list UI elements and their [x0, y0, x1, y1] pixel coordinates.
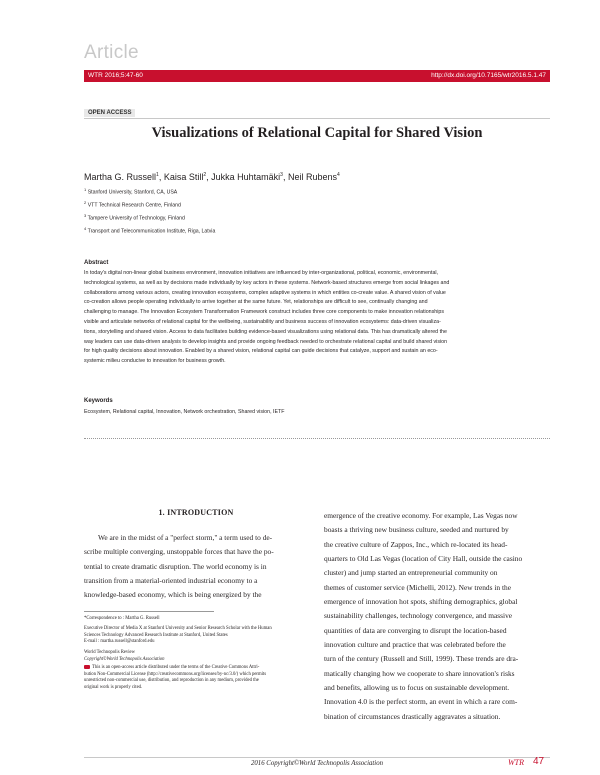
footer-rule [84, 757, 550, 758]
paper-title: Visualizations of Relational Capital for Shared Vision [151, 125, 483, 141]
affiliation: $^4$ Transport and Telecommunication Institute, Riga, Latvia [84, 225, 216, 235]
abstract-heading: Abstract [84, 260, 109, 266]
footnote-rule [84, 611, 214, 612]
body-line: Innovation 4.0 is the perfect storm, an event in which a rare com- [324, 697, 518, 707]
body-line: knowledge-based economy, which is being energized by the [84, 590, 262, 600]
abstract-line: for high quality decisions about innovation. Enabled by a shared vision, relational capital can guide decisions that catalyze, support and sustain an eco- [84, 348, 438, 355]
open-access-badge: OPEN ACCESS [84, 109, 135, 117]
affiliation: $^2$ VTT Technical Research Centre, Finland [84, 199, 181, 209]
abstract-line: In today's digital non-linear global business environment, innovation initiatives are influenced by inter-organizational, political, economic, environmental, [84, 270, 439, 276]
body-line: transition from a material-oriented industrial economy to a [84, 576, 258, 586]
body-line: tential to create dramatic disruption. The world economy is in [84, 561, 267, 571]
abstract-line: tions, storytelling and shared vision. Access to data facilitates building evidence-based visualizations using relational data. This has dramatically altered the [84, 328, 447, 335]
affiliation: $^1$ Stanford University, Stanford, CA, USA [84, 187, 178, 196]
footer-copyright: 2016 Copyright©World Technopolis Association [251, 760, 383, 767]
author-sup: 2 [203, 172, 207, 178]
body-line: the creative culture of Zappos, Inc., which re-located its head- [324, 539, 508, 549]
citation: WTR 2016;5:47-60 [88, 72, 143, 79]
body-line: matically changing how we cooperate to share innovation's risks [324, 668, 515, 678]
body-line: emergence of innovation hot spots, shifting demographics, global [324, 597, 518, 607]
page-number: 47 [533, 756, 545, 767]
intro-left-column [84, 531, 308, 603]
abstract-line: challenging to manage. The Innovation Ecosystem Transformation Framework construct includes three core components to make innovation relationships [84, 309, 444, 316]
abstract-line: systemic milieu conducive to innovation for business growth. [84, 358, 226, 365]
header-bar [84, 70, 550, 82]
journal-note: World Technopolis Review Copyright©World Technopolis Association [84, 650, 165, 662]
body-line: quantities of data are converging to disrupt the location-based [324, 625, 507, 635]
body-line: cluster) and jump started an entrepreneurial community on [324, 568, 498, 578]
creative-commons-icon [84, 665, 90, 669]
license-note: This is an open-access article distributed under the terms of the Creative Commons Attri- bution Non-Commercial License (http://creativecommons.org/licenses/by-nc/3.0/) which permits unrestricted non-commercial use, distribution, and reproduction in any medium, provided the original work is properly cited. [84, 665, 267, 690]
author-name: Kaisa Still [163, 172, 204, 182]
author-sup: 1 [156, 172, 159, 178]
affiliation: $^3$ Tampere University of Technology, Finland [84, 212, 185, 222]
intro-right-column [324, 509, 550, 724]
author-sup: 4 [337, 172, 340, 178]
abstract-line: technological systems, as well as by decisions made individually by key actors in these systems. Network-based structures emerge from social linkages and [84, 279, 450, 286]
author-bio-note: Executive Director of Media X at Stanford University and Senior Research Scholar with the Human Sciences Technology Advanced Research Institute at Stanford, United States E-mail : martha.russell@stanford.edu [84, 626, 272, 645]
body-line: innovation culture and practice that was celebrated before the [324, 640, 506, 650]
title-rule [84, 118, 550, 119]
body-line: boasts a thriving new business culture, seeded and nurtured by [324, 525, 509, 535]
author-name: Jukka Huhtamäki [211, 172, 281, 182]
keywords-heading: Keywords [84, 398, 113, 404]
body-line: themes of customer service (Michelli, 2012). New trends in the [324, 582, 511, 592]
body-line: We are in the midst of a "perfect storm," a term used to de- [98, 533, 273, 542]
body-line: sustainability challenges, technology convergence, and massive [324, 611, 513, 621]
abstract-line: visible and articulate networks of relational capital for the wellbeing, sustainability and business success of innovation ecosystems: data-driven visualiza- [84, 318, 441, 325]
abstract-line: collaborations among various actors, creating innovation ecosystems, complex adaptive systems in which entities co-create value. A shared vision of value [84, 289, 446, 296]
author-name: Martha G. Russell [84, 172, 157, 182]
body-line: bination of circumstances drastically aggravates a situation. [324, 711, 501, 721]
body-line: scribe multiple converging, unstoppable forces that have the po- [84, 547, 274, 557]
journal-logo: WTR [508, 758, 524, 767]
abstract-line: way leaders can use data-driven analysis to develop insights and provide ongoing feedback needed to orchestrate relational capital and build shared vision [84, 338, 448, 345]
section-divider [84, 438, 550, 439]
correspondence-note: *Correspondence to : Martha G. Russell [84, 616, 160, 621]
body-line: and benefits, allowing us to focus on sustainable development. [324, 683, 510, 693]
doi-link[interactable]: http://dx.doi.org/10.7165/wtr2016.5.1.47 [431, 72, 546, 79]
abstract-body [84, 269, 550, 367]
affiliation-list [84, 185, 215, 237]
body-line: turn of the century (Russell and Still, 1999). These trends are dra- [324, 654, 519, 664]
author-list: Martha G. Russell$^1$, Kaisa Still$^2$, Jukka Huhtamäki$^3$, Neil Rubens$^4$ [84, 172, 340, 182]
keywords-text: Ecosystem, Relational capital, Innovation, Network orchestration, Shared vision, IETF [84, 409, 285, 415]
body-line: emergence of the creative economy. For example, Las Vegas now [324, 511, 518, 520]
abstract-line: co-creation allows people operating individually to arrive together at the same future. Yet, relationships are difficult to see, continually changing and [84, 299, 428, 306]
body-line: quarters to Old Las Vegas (location of City Hall, outside the casino [324, 554, 523, 564]
author-sup: 3 [280, 172, 283, 178]
introduction-heading: 1. INTRODUCTION [158, 508, 234, 517]
article-type-label: Article [84, 42, 139, 63]
author-name: Neil Rubens [287, 172, 337, 182]
